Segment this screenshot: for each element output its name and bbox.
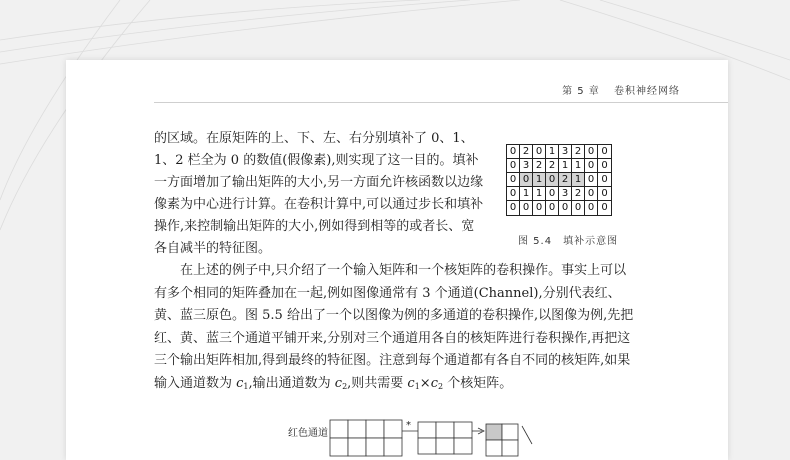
matrix-cell: 1 — [572, 159, 585, 173]
matrix-cell: 2 — [559, 173, 572, 187]
matrix-cell: 0 — [533, 145, 546, 159]
paragraph-padding: 的区域。在原矩阵的上、下、左、右分别填补了 0、1、1、2 栏全为 0 的数值(假像素),则实现了这一目的。填补一方面增加了输出矩阵的大小,另一方面允许核函数以边缘像素为中心进行计算。在卷积计算中,可以通过步长和填补操作,来控制输出矩阵的大小,例如得到相等的或者长、宽各自减半的特征图。 — [154, 131, 484, 256]
figure-5-5 — [66, 60, 728, 460]
output-matrix — [486, 424, 518, 456]
kernel-matrix — [418, 422, 472, 454]
matrix-cell: 3 — [559, 187, 572, 201]
sum-line — [522, 426, 532, 444]
paragraph-multichannel: 在上述的例子中,只介绍了一个输入矩阵和一个核矩阵的卷积操作。事实上可以有多个相同的矩阵叠加在一起,例如图像通常有 3 个通道(Channel),分别代表红、黄、蓝三原色。图 5.5 给出了一个以图像为例的多通道的卷积操作,以图像为例,先把红、黄、蓝三个通道平铺开来,分别对三个通道用各自的核矩阵进行卷积操作,再把这三个输出矩阵相加,得到最终的特征图。注意到每个通道都有各自不同的核矩阵,如果输入通道数为 $c_1$,输出通道数为 $c_2$,则共需要 $c_1\times c_2$ 个核矩阵。 — [154, 263, 634, 391]
matrix-cell: 0 — [585, 145, 598, 159]
matrix-cell: 0 — [533, 201, 546, 215]
matrix-cell: 0 — [598, 159, 611, 173]
var-product: $c_1\times c_2$ — [407, 375, 444, 391]
convolution-operator: * — [406, 420, 411, 431]
matrix-cell: 0 — [585, 201, 598, 215]
matrix-cell: 3 — [520, 159, 533, 173]
matrix-cell: 3 — [559, 145, 572, 159]
matrix-cell: 1 — [533, 187, 546, 201]
matrix-cell: 2 — [546, 159, 559, 173]
matrix-cell: 2 — [572, 145, 585, 159]
red-channel-matrix — [330, 420, 402, 456]
matrix-cell: 2 — [533, 159, 546, 173]
matrix-cell: 0 — [559, 201, 572, 215]
matrix-cell: 0 — [520, 201, 533, 215]
matrix-cell: 0 — [572, 201, 585, 215]
chapter-title: 卷积神经网络 — [614, 86, 680, 97]
paragraph-multichannel-text: 在上述的例子中,只介绍了一个输入矩阵和一个核矩阵的卷积操作。事实上可以有多个相同的矩阵叠加在一起,例如图像通常有 3 个通道(Channel),分别代表红、黄、蓝三原色。图 5.5 给出了一个以图像为例的多通道的卷积操作,以图像为例,先把红、黄、蓝三个通道平铺开来,分别对三个通道用各自的核矩阵进行卷积操作,再把这三个输出矩阵相加,得到最终的特征图。注意到每个通道都有各自不同的核矩阵,如果输入通道数为 — [154, 263, 634, 391]
var-output-channels: $c_2$ — [334, 375, 348, 391]
matrix-cell: 0 — [585, 173, 598, 187]
chapter-number: 第 5 章 — [562, 86, 600, 97]
matrix-cell: 0 — [546, 201, 559, 215]
matrix-cell: 1 — [520, 187, 533, 201]
matrix-cell: 0 — [598, 173, 611, 187]
matrix-cell: 0 — [507, 159, 520, 173]
book-page — [66, 60, 728, 460]
matrix-cell: 0 — [507, 201, 520, 215]
matrix-cell: 1 — [533, 173, 546, 187]
matrix-cell: 0 — [546, 187, 559, 201]
matrix-cell: 1 — [572, 173, 585, 187]
matrix-cell: 0 — [520, 173, 533, 187]
matrix-cell: 0 — [507, 173, 520, 187]
matrix-cell: 0 — [598, 187, 611, 201]
matrix-cell: 1 — [559, 159, 572, 173]
matrix-cell: 0 — [585, 187, 598, 201]
matrix-cell: 0 — [585, 159, 598, 173]
matrix-cell: 0 — [546, 173, 559, 187]
matrix-cell: 2 — [520, 145, 533, 159]
matrix-cell: 2 — [572, 187, 585, 201]
matrix-cell: 0 — [507, 187, 520, 201]
matrix-cell: 1 — [546, 145, 559, 159]
figure-5-4-caption: 图 5.4 填补示意图 — [518, 236, 619, 247]
red-channel-label: 红色通道 — [288, 428, 328, 439]
matrix-cell: 0 — [507, 145, 520, 159]
matrix-cell: 0 — [598, 145, 611, 159]
var-input-channels: $c_1$ — [236, 375, 249, 391]
matrix-cell: 0 — [601, 202, 608, 213]
